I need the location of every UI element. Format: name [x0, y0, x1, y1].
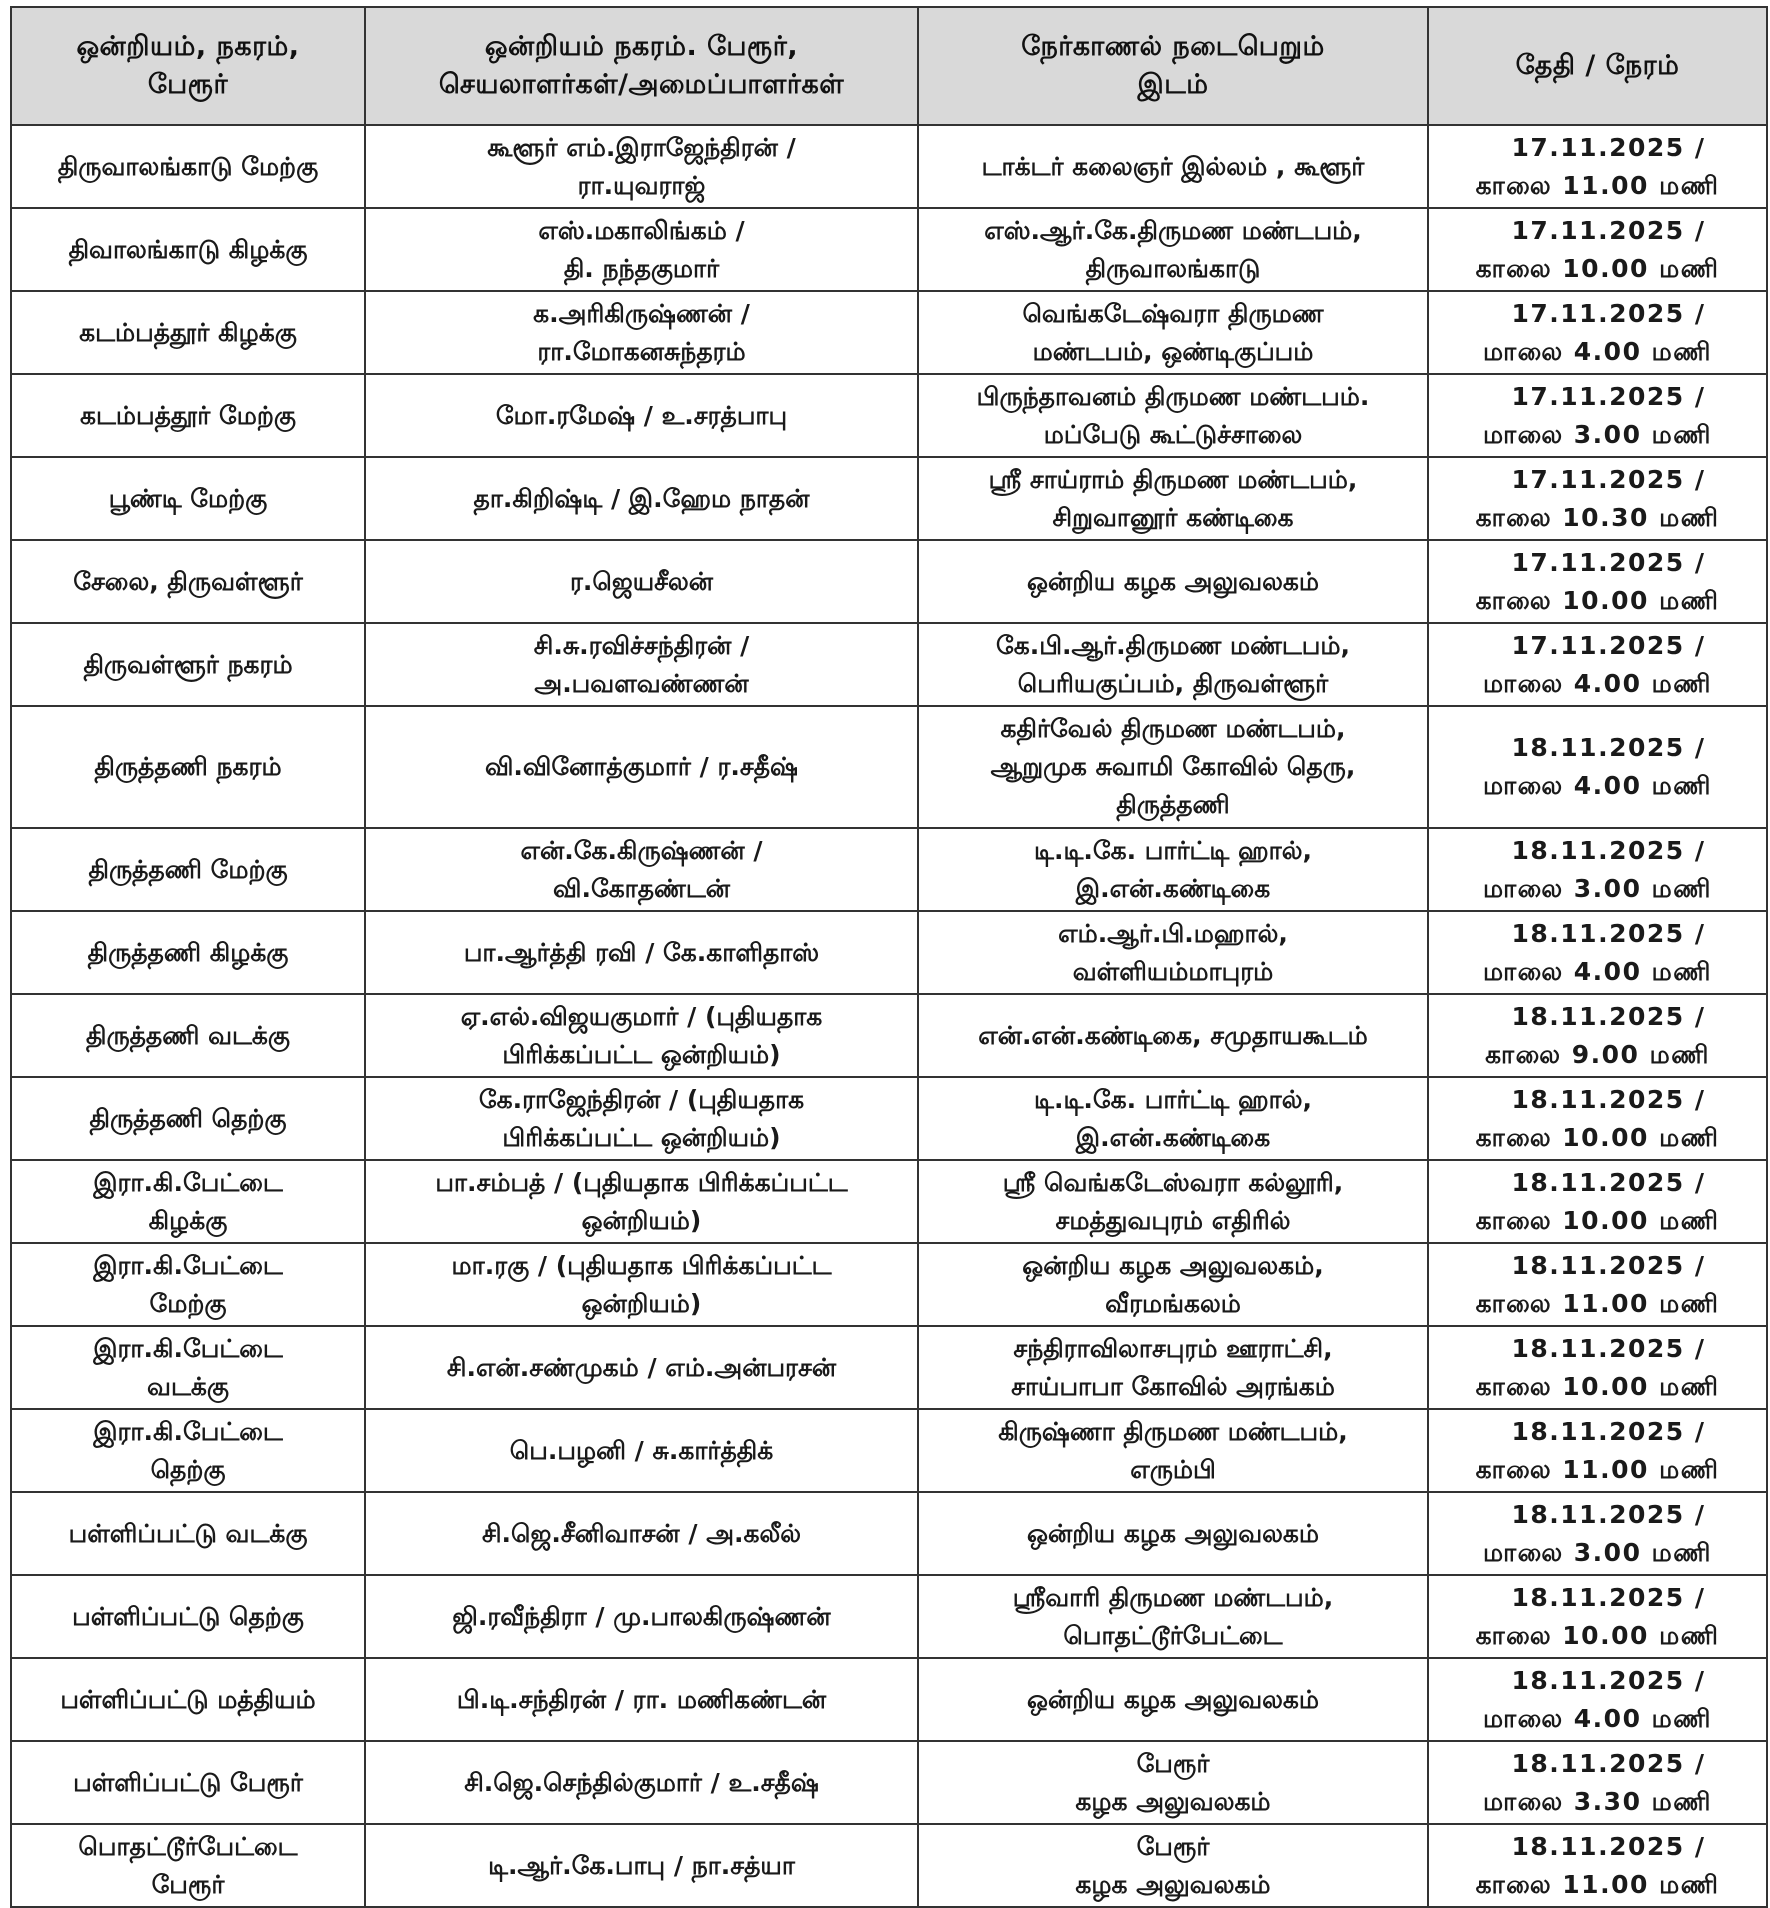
venue-cell-line: மண்டபம், ஒண்டிகுப்பம்	[1032, 336, 1314, 366]
area-cell-line: பள்ளிப்பட்டு மத்தியம்	[60, 1684, 316, 1714]
area-cell-line: திருத்தணி மேற்கு	[88, 854, 288, 884]
secretaries-cell	[365, 828, 918, 911]
date-text: 18.11.2025 /	[1511, 1582, 1706, 1612]
secretaries-cell-line: சி.என்.சண்முகம் / எம்.அன்பரசன்	[446, 1352, 837, 1382]
secretaries-cell	[365, 1243, 918, 1326]
area-cell-line: இரா.கி.பேட்டை	[93, 1416, 283, 1446]
date-text: 18.11.2025 /	[1511, 733, 1706, 762]
venue-cell-line: ஒன்றிய கழக அலுவலகம்	[1027, 1684, 1319, 1714]
area-cell	[11, 1575, 365, 1658]
table-row	[11, 457, 1767, 540]
secretaries-cell-line: என்.கே.கிருஷ்ணன் /	[520, 835, 763, 865]
secretaries-cell	[365, 1575, 918, 1658]
secretaries-cell	[365, 1658, 918, 1741]
venue-cell	[918, 828, 1428, 911]
date-text: 17.11.2025 /	[1511, 381, 1706, 411]
secretaries-cell-line: ரா.மோகனசுந்தரம்	[537, 336, 746, 366]
venue-cell	[918, 374, 1428, 457]
venue-cell-line: ஸ்ரீவாரி திருமண மண்டபம்,	[1012, 1582, 1334, 1612]
date-text: 18.11.2025 /	[1511, 1001, 1706, 1031]
venue-cell-line: பெரியகுப்பம், திருவள்ளூர்	[1017, 668, 1329, 698]
area-cell-line: திவாலங்காடு கிழக்கு	[68, 234, 308, 264]
venue-cell-line: என்.என்.கண்டிகை, சமுதாயகூடம்	[978, 1020, 1368, 1050]
secretaries-cell-line: சி.ஜெ.செந்தில்குமார் / உ.சதீஷ்	[464, 1767, 819, 1797]
area-cell	[11, 1409, 365, 1492]
venue-cell-line: கழக அலுவலகம்	[1075, 1869, 1271, 1899]
area-cell-line: வடக்கு	[147, 1371, 229, 1401]
venue-cell	[918, 1492, 1428, 1575]
time-text: மாலை 3.00 மணி	[1483, 1537, 1712, 1567]
time-text: மாலை 3.00 மணி	[1483, 873, 1712, 903]
datetime-cell	[1428, 623, 1767, 706]
secretaries-cell-line: சி.சு.ரவிச்சந்திரன் /	[533, 630, 750, 660]
time-text: மாலை 4.00 மணி	[1483, 956, 1712, 986]
area-cell	[11, 540, 365, 623]
secretaries-cell	[365, 706, 918, 828]
venue-cell	[918, 1243, 1428, 1326]
area-cell	[11, 706, 365, 828]
table-row	[11, 1077, 1767, 1160]
secretaries-cell-line: பி.டி.சந்திரன் / ரா. மணிகண்டன்	[456, 1684, 827, 1714]
area-cell	[11, 1326, 365, 1409]
venue-cell-line: சிறுவானூர் கண்டிகை	[1052, 502, 1294, 532]
secretaries-cell	[365, 1077, 918, 1160]
datetime-cell	[1428, 540, 1767, 623]
header-area	[11, 7, 365, 125]
secretaries-cell-line: வி.கோதண்டன்	[553, 873, 730, 903]
time-text: மாலை 4.00 மணி	[1483, 668, 1712, 698]
area-cell-line: திருத்தணி கிழக்கு	[87, 937, 289, 967]
time-text: காலை 10.00 மணி	[1475, 585, 1720, 615]
secretaries-cell-line: மா.ரகு / (புதியதாக பிரிக்கப்பட்ட	[451, 1250, 832, 1280]
secretaries-cell	[365, 208, 918, 291]
table-row	[11, 1160, 1767, 1243]
venue-cell	[918, 291, 1428, 374]
venue-cell	[918, 1326, 1428, 1409]
secretaries-cell-line: சி.ஜெ.சீனிவாசன் / அ.கலீல்	[481, 1518, 802, 1548]
venue-cell-line: பொதட்டூர்பேட்டை	[1063, 1620, 1283, 1650]
secretaries-cell	[365, 994, 918, 1077]
datetime-cell	[1428, 1492, 1767, 1575]
area-cell	[11, 1243, 365, 1326]
date-text: 17.11.2025 /	[1511, 464, 1706, 494]
area-cell	[11, 1077, 365, 1160]
area-cell	[11, 1160, 365, 1243]
area-cell-line: மேற்கு	[149, 1288, 227, 1318]
header-area-line: ஒன்றியம், நகரம்,	[76, 31, 300, 62]
area-cell-line: கடம்பத்தூர் மேற்கு	[80, 400, 296, 430]
datetime-cell	[1428, 1077, 1767, 1160]
venue-cell-line: கதிர்வேல் திருமண மண்டபம்,	[1000, 714, 1346, 743]
area-cell-line: இரா.கி.பேட்டை	[93, 1333, 283, 1363]
datetime-cell	[1428, 994, 1767, 1077]
area-cell	[11, 623, 365, 706]
secretaries-cell-line: ஒன்றியம்)	[581, 1205, 702, 1235]
time-text: காலை 11.00 மணி	[1475, 1288, 1720, 1318]
secretaries-cell-line: பா.ஆர்த்தி ரவி / கே.காளிதாஸ்	[463, 937, 820, 967]
venue-cell-line: சந்திராவிலாசபுரம் ஊராட்சி,	[1013, 1333, 1333, 1363]
secretaries-cell	[365, 1409, 918, 1492]
table-row	[11, 994, 1767, 1077]
time-text: மாலை 4.00 மணி	[1483, 1703, 1712, 1733]
venue-cell-line: டாக்டர் கலைஞர் இல்லம் , கூளூர்	[981, 151, 1365, 181]
venue-cell-line: டி.டி.கே. பார்ட்டி ஹால்,	[1034, 835, 1312, 865]
header-row	[11, 7, 1767, 125]
table-row	[11, 828, 1767, 911]
venue-cell-line: ஒன்றிய கழக அலுவலகம்	[1027, 566, 1319, 596]
datetime-cell	[1428, 1160, 1767, 1243]
area-cell	[11, 374, 365, 457]
venue-cell	[918, 911, 1428, 994]
venue-cell-line: எரும்பி	[1130, 1454, 1216, 1484]
date-text: 18.11.2025 /	[1511, 918, 1706, 948]
area-cell	[11, 828, 365, 911]
area-cell-line: பள்ளிப்பட்டு தெற்கு	[72, 1601, 304, 1631]
venue-cell-line: எஸ்.ஆர்.கே.திருமண மண்டபம்,	[984, 215, 1362, 245]
area-cell-line: பள்ளிப்பட்டு பேரூர்	[73, 1767, 303, 1797]
table-row	[11, 1492, 1767, 1575]
venue-cell-line: கழக அலுவலகம்	[1075, 1786, 1271, 1816]
time-text: காலை 11.00 மணி	[1475, 170, 1720, 200]
secretaries-cell	[365, 374, 918, 457]
area-cell	[11, 208, 365, 291]
date-text: 17.11.2025 /	[1511, 630, 1706, 660]
venue-cell	[918, 1741, 1428, 1824]
venue-cell	[918, 540, 1428, 623]
header-venue-line: இடம்	[1137, 69, 1209, 100]
secretaries-cell-line: தா.கிறிஷ்டி / இ.ஹேம நாதன்	[473, 483, 810, 513]
table-row	[11, 623, 1767, 706]
area-cell	[11, 994, 365, 1077]
interview-schedule-table	[10, 6, 1768, 1908]
date-text: 18.11.2025 /	[1511, 1167, 1706, 1197]
secretaries-cell	[365, 1741, 918, 1824]
venue-cell-line: ஸ்ரீ வெங்கடேஸ்வரா கல்லூரி,	[1002, 1167, 1344, 1197]
venue-cell-line: சாய்பாபா கோவில் அரங்கம்	[1011, 1371, 1335, 1401]
time-text: மாலை 4.00 மணி	[1483, 771, 1712, 800]
table-row	[11, 1824, 1767, 1907]
time-text: காலை 11.00 மணி	[1475, 1869, 1720, 1899]
area-cell	[11, 1492, 365, 1575]
secretaries-cell-line: பா.சம்பத் / (புதியதாக பிரிக்கப்பட்ட	[435, 1167, 848, 1197]
datetime-cell	[1428, 1575, 1767, 1658]
secretaries-cell-line: ர.ஜெயசீலன்	[570, 566, 713, 596]
venue-cell-line: பேரூர்	[1136, 1748, 1210, 1778]
header-secretaries-line: ஒன்றியம் நகரம். பேரூர்,	[484, 31, 799, 62]
venue-cell-line: சமத்துவபுரம் எதிரில்	[1055, 1205, 1291, 1235]
secretaries-cell	[365, 1160, 918, 1243]
secretaries-cell-line: பிரிக்கப்பட்ட ஒன்றியம்)	[502, 1122, 781, 1152]
date-text: 18.11.2025 /	[1511, 1831, 1706, 1861]
secretaries-cell-line: தி. நந்தகுமார்	[563, 253, 720, 283]
table-row	[11, 911, 1767, 994]
table-body	[11, 125, 1767, 1907]
area-cell-line: பள்ளிப்பட்டு வடக்கு	[68, 1518, 308, 1548]
venue-cell-line: இ.என்.கண்டிகை	[1075, 873, 1271, 903]
header-area-line: பேரூர்	[147, 69, 229, 100]
table-row	[11, 706, 1767, 828]
venue-cell-line: பேரூர்	[1136, 1831, 1210, 1861]
area-cell-line: திருத்தணி தெற்கு	[89, 1103, 287, 1133]
table-row	[11, 1741, 1767, 1824]
area-cell-line: திருவள்ளூர் நகரம்	[83, 649, 293, 679]
date-text: 18.11.2025 /	[1511, 1084, 1706, 1114]
date-text: 18.11.2025 /	[1511, 835, 1706, 865]
time-text: மாலை 3.00 மணி	[1483, 419, 1712, 449]
date-text: 18.11.2025 /	[1511, 1416, 1706, 1446]
area-cell-line: பேரூர்	[151, 1869, 225, 1899]
secretaries-cell-line: ஜி.ரவீந்திரா / மு.பாலகிருஷ்ணன்	[452, 1601, 831, 1631]
table-row	[11, 540, 1767, 623]
header-venue	[918, 7, 1428, 125]
secretaries-cell-line: கே.ராஜேந்திரன் / (புதியதாக	[478, 1084, 805, 1114]
datetime-cell	[1428, 1658, 1767, 1741]
header-datetime-line: தேதி / நேரம்	[1515, 50, 1680, 81]
area-cell-line: இரா.கி.பேட்டை	[93, 1250, 283, 1280]
area-cell-line: திருத்தணி வடக்கு	[86, 1020, 290, 1050]
date-text: 17.11.2025 /	[1511, 132, 1706, 162]
area-cell-line: இரா.கி.பேட்டை	[93, 1167, 283, 1197]
venue-cell-line: ஆறுமுக சுவாமி கோவில் தெரு,	[990, 752, 1356, 781]
datetime-cell	[1428, 1326, 1767, 1409]
venue-cell-line: மப்பேடு கூட்டுச்சாலை	[1043, 419, 1303, 449]
datetime-cell	[1428, 1741, 1767, 1824]
venue-cell	[918, 125, 1428, 208]
datetime-cell	[1428, 828, 1767, 911]
secretaries-cell	[365, 125, 918, 208]
header-venue-line: நேர்காணல் நடைபெறும்	[1021, 31, 1325, 62]
datetime-cell	[1428, 1824, 1767, 1907]
venue-cell	[918, 1575, 1428, 1658]
table-row	[11, 1575, 1767, 1658]
venue-cell	[918, 994, 1428, 1077]
venue-cell-line: ஒன்றிய கழக அலுவலகம்,	[1022, 1250, 1324, 1280]
venue-cell-line: திருத்தணி	[1116, 790, 1230, 819]
time-text: காலை 10.00 மணி	[1475, 1205, 1720, 1235]
secretaries-cell-line: பெ.பழனி / சு.கார்த்திக்	[509, 1435, 774, 1465]
secretaries-cell-line: ரா.யுவராஜ்	[577, 170, 706, 200]
secretaries-cell-line: எஸ்.மகாலிங்கம் /	[538, 215, 745, 245]
date-text: 17.11.2025 /	[1511, 547, 1706, 577]
secretaries-cell-line: கூளூர் எம்.இராஜேந்திரன் /	[487, 132, 796, 162]
time-text: மாலை 3.30 மணி	[1483, 1786, 1712, 1816]
venue-cell	[918, 208, 1428, 291]
secretaries-cell-line: டி.ஆர்.கே.பாபு / நா.சத்யா	[488, 1850, 795, 1880]
datetime-cell	[1428, 291, 1767, 374]
venue-cell-line: திருவாலங்காடு	[1085, 253, 1261, 283]
time-text: காலை 10.00 மணி	[1475, 1620, 1720, 1650]
time-text: காலை 10.30 மணி	[1475, 502, 1720, 532]
venue-cell-line: எம்.ஆர்.பி.மஹால்,	[1058, 918, 1288, 948]
datetime-cell	[1428, 208, 1767, 291]
date-text: 17.11.2025 /	[1511, 298, 1706, 328]
secretaries-cell-line: க.அரிகிருஷ்ணன் /	[533, 298, 750, 328]
venue-cell	[918, 1077, 1428, 1160]
date-text: 18.11.2025 /	[1511, 1665, 1706, 1695]
time-text: காலை 10.00 மணி	[1475, 253, 1720, 283]
table-row	[11, 208, 1767, 291]
time-text: காலை 10.00 மணி	[1475, 1122, 1720, 1152]
datetime-cell	[1428, 457, 1767, 540]
date-text: 18.11.2025 /	[1511, 1748, 1706, 1778]
venue-cell	[918, 1409, 1428, 1492]
secretaries-cell-line: ஒன்றியம்)	[581, 1288, 702, 1318]
venue-cell-line: கே.பி.ஆர்.திருமண மண்டபம்,	[995, 630, 1351, 660]
area-cell	[11, 1658, 365, 1741]
date-text: 17.11.2025 /	[1511, 215, 1706, 245]
venue-cell-line: டி.டி.கே. பார்ட்டி ஹால்,	[1034, 1084, 1312, 1114]
time-text: காலை 10.00 மணி	[1475, 1371, 1720, 1401]
area-cell-line: பொதட்டூர்பேட்டை	[78, 1831, 298, 1861]
datetime-cell	[1428, 125, 1767, 208]
table-row	[11, 1326, 1767, 1409]
datetime-cell	[1428, 706, 1767, 828]
table-header	[11, 7, 1767, 125]
datetime-cell	[1428, 1243, 1767, 1326]
area-cell	[11, 125, 365, 208]
area-cell	[11, 1824, 365, 1907]
secretaries-cell	[365, 291, 918, 374]
area-cell-line: சேலை, திருவள்ளூர்	[73, 566, 303, 596]
datetime-cell	[1428, 911, 1767, 994]
area-cell-line: பூண்டி மேற்கு	[108, 483, 268, 513]
secretaries-cell	[365, 540, 918, 623]
venue-cell	[918, 1160, 1428, 1243]
area-cell-line: தெற்கு	[150, 1454, 226, 1484]
area-cell	[11, 291, 365, 374]
secretaries-cell-line: பிரிக்கப்பட்ட ஒன்றியம்)	[502, 1039, 781, 1069]
datetime-cell	[1428, 374, 1767, 457]
venue-cell-line: பிருந்தாவனம் திருமண மண்டபம்.	[976, 381, 1370, 411]
secretaries-cell	[365, 457, 918, 540]
secretaries-cell	[365, 623, 918, 706]
secretaries-cell-line: அ.பவளவண்ணன்	[534, 668, 749, 698]
secretaries-cell-line: ஏ.எல்.விஜயகுமார் / (புதியதாக	[460, 1001, 823, 1031]
secretaries-cell	[365, 911, 918, 994]
venue-cell	[918, 1658, 1428, 1741]
area-cell-line: திருத்தணி நகரம்	[94, 752, 282, 781]
time-text: மாலை 4.00 மணி	[1483, 336, 1712, 366]
secretaries-cell-line: வி.வினோத்குமார் / ர.சதீஷ்	[484, 752, 799, 781]
venue-cell-line: ஒன்றிய கழக அலுவலகம்	[1027, 1518, 1319, 1548]
venue-cell	[918, 706, 1428, 828]
venue-cell-line: இ.என்.கண்டிகை	[1075, 1122, 1271, 1152]
area-cell-line: திருவாலங்காடு மேற்கு	[57, 151, 319, 181]
area-cell-line: கிழக்கு	[148, 1205, 228, 1235]
secretaries-cell	[365, 1492, 918, 1575]
secretaries-cell	[365, 1824, 918, 1907]
table-row	[11, 1243, 1767, 1326]
venue-cell	[918, 1824, 1428, 1907]
header-secretaries-line: செயலாளர்கள்/அமைப்பாளர்கள்	[438, 69, 845, 100]
area-cell	[11, 911, 365, 994]
table-row	[11, 291, 1767, 374]
area-cell	[11, 457, 365, 540]
date-text: 18.11.2025 /	[1511, 1250, 1706, 1280]
area-cell	[11, 1741, 365, 1824]
venue-cell	[918, 623, 1428, 706]
venue-cell-line: வெங்கடேஷ்வரா திருமண	[1022, 298, 1324, 328]
time-text: காலை 9.00 மணி	[1485, 1039, 1710, 1069]
table-row	[11, 125, 1767, 208]
time-text: காலை 11.00 மணி	[1475, 1454, 1720, 1484]
venue-cell-line: கிருஷ்ணா திருமண மண்டபம்,	[998, 1416, 1348, 1446]
area-cell-line: கடம்பத்தூர் கிழக்கு	[79, 317, 297, 347]
date-text: 18.11.2025 /	[1511, 1499, 1706, 1529]
secretaries-cell-line: மோ.ரமேஷ் / உ.சரத்பாபு	[495, 400, 788, 430]
venue-cell-line: வள்ளியம்மாபுரம்	[1072, 956, 1274, 986]
venue-cell-line: வீரமங்கலம்	[1105, 1288, 1241, 1318]
table-row	[11, 1658, 1767, 1741]
datetime-cell	[1428, 1409, 1767, 1492]
date-text: 18.11.2025 /	[1511, 1333, 1706, 1363]
venue-cell	[918, 457, 1428, 540]
table-row	[11, 1409, 1767, 1492]
header-datetime	[1428, 7, 1767, 125]
header-secretaries	[365, 7, 918, 125]
secretaries-cell	[365, 1326, 918, 1409]
venue-cell-line: ஸ்ரீ சாய்ராம் திருமண மண்டபம்,	[988, 464, 1358, 494]
table-row	[11, 374, 1767, 457]
